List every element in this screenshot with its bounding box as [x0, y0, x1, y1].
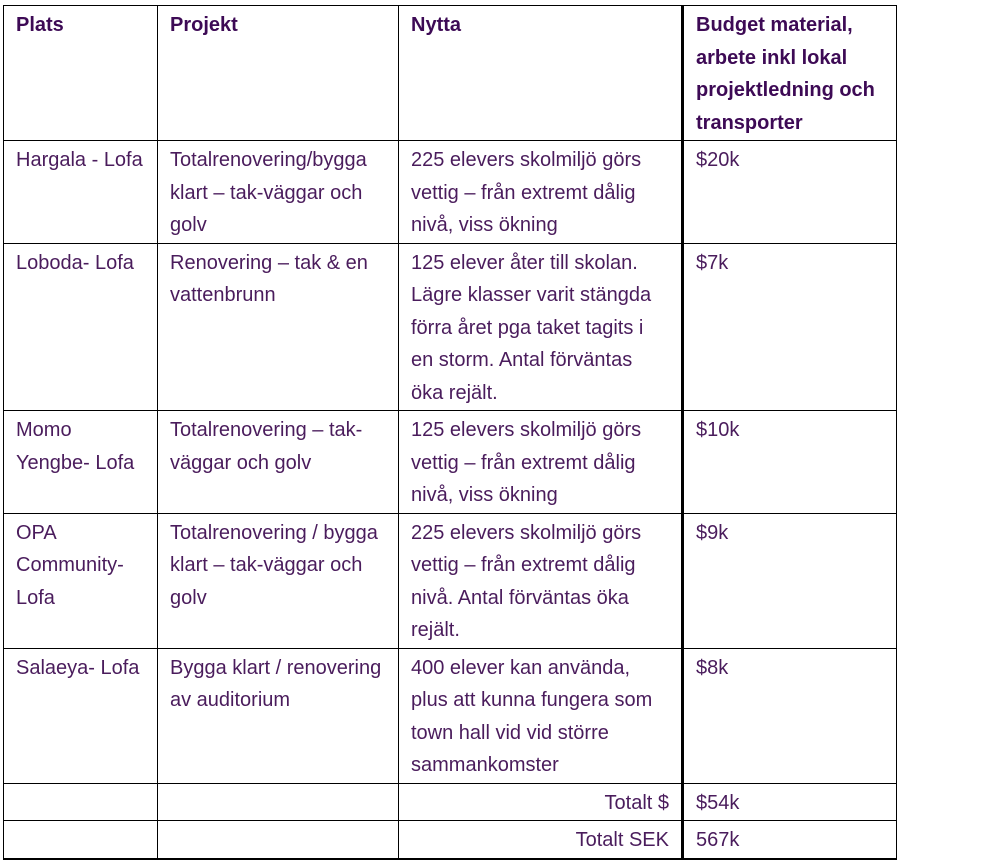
cell-projekt: Totalrenovering / bygga klart – tak-väggar och golv [158, 513, 399, 648]
table-row [4, 411, 897, 514]
header-plats: Plats [4, 6, 158, 141]
empty-cell [4, 821, 158, 859]
table-row [4, 513, 897, 648]
cell-projekt: Totalrenovering/bygga klart – tak-väggar och golv [158, 141, 399, 244]
cell-budget: $10k [683, 411, 897, 514]
cell-nytta: 125 elever åter till skolan. Lägre klasser varit stängda förra året pga taket tagits i en storm. Antal förväntas öka rejält. [399, 243, 683, 411]
cell-projekt: Bygga klart / renovering av auditorium [158, 648, 399, 783]
header-nytta: Nytta [399, 6, 683, 141]
cell-projekt: Renovering – tak & en vattenbrunn [158, 243, 399, 411]
empty-cell [4, 783, 158, 821]
cell-plats: Loboda- Lofa [4, 243, 158, 411]
total-row-usd [4, 783, 897, 821]
total-row-sek [4, 821, 897, 859]
cell-budget: $7k [683, 243, 897, 411]
table-row [4, 141, 897, 244]
cell-budget: $8k [683, 648, 897, 783]
header-projekt: Projekt [158, 6, 399, 141]
cell-plats: Hargala - Lofa [4, 141, 158, 244]
total-value: $54k [683, 783, 897, 821]
cell-nytta: 400 elever kan använda, plus att kunna fungera som town hall vid vid större sammankomster [399, 648, 683, 783]
table-row [4, 243, 897, 411]
cell-budget: $20k [683, 141, 897, 244]
total-label: Totalt $ [399, 783, 683, 821]
total-value: 567k [683, 821, 897, 859]
cell-nytta: 225 elevers skolmiljö görs vettig – från extremt dålig nivå. Antal förväntas öka rejält. [399, 513, 683, 648]
header-row [4, 6, 897, 141]
header-budget: Budget material, arbete inkl lokal projektledning och transporter [683, 6, 897, 141]
cell-projekt: Totalrenovering – tak-väggar och golv [158, 411, 399, 514]
cell-budget: $9k [683, 513, 897, 648]
cell-plats: OPA Community- Lofa [4, 513, 158, 648]
cell-plats: Salaeya- Lofa [4, 648, 158, 783]
budget-table [3, 5, 897, 860]
total-label: Totalt SEK [399, 821, 683, 859]
empty-cell [158, 783, 399, 821]
empty-cell [158, 821, 399, 859]
cell-plats: Momo Yengbe- Lofa [4, 411, 158, 514]
cell-nytta: 125 elevers skolmiljö görs vettig – från extremt dålig nivå, viss ökning [399, 411, 683, 514]
cell-nytta: 225 elevers skolmiljö görs vettig – från extremt dålig nivå, viss ökning [399, 141, 683, 244]
table-row [4, 648, 897, 783]
